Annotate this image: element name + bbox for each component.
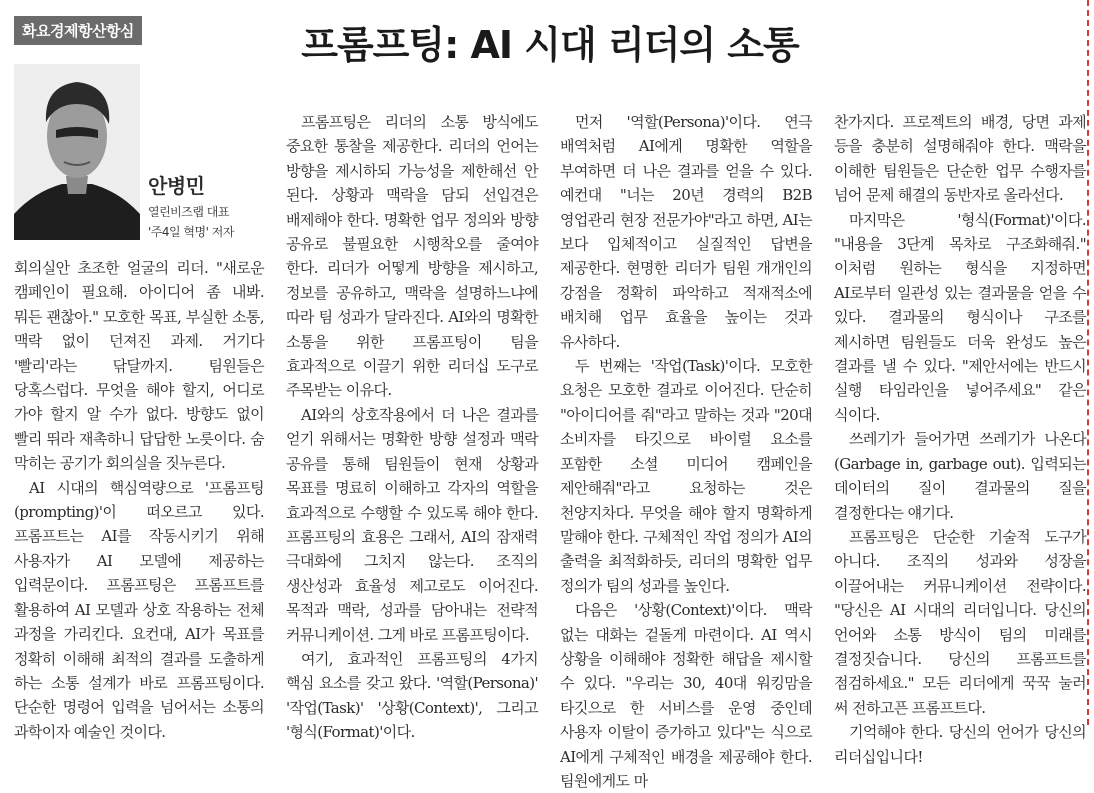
paragraph: 프롬프팅은 단순한 기술적 도구가 아니다. 조직의 성과와 성장을 이끌어내는 커뮤니케이션 전략이다. "당신은 AI 시대의 리더입니다. 당신의 언어와 소통 방식이 팀의 미래를 결정짓습니다. 당신의 프롬프트를 점검하세요." 모든 리더에게 꾹꾹 눌러 써 전하고픈 프롬프트다. [834, 527, 1086, 717]
paragraph: 먼저 '역할(Persona)'이다. 연극 배역처럼 AI에게 명확한 역할을 부여하면 더 나은 결과를 얻을 수 있다. 예컨대 "너는 20년 경력의 B2B 영업관리 현장 전문가야"라고 하면, AI는 보다 입체적이고 실질적인 답변을 제공한다. 현명한 리더가 팀원 개개인의 강점을 정확히 파악하고 적재적소에 배치해 업무 효율을 높이는 것과 유사하다. [560, 113, 812, 351]
paragraph: 마지막은 '형식(Format)'이다. "내용을 3단계 목차로 구조화해줘." 이처럼 원하는 형식을 지정하면 AI로부터 일관성 있는 결과물을 얻을 수 있다. 결과물의 형식이나 구조를 제시하면 팀원들도 더욱 완성도 높은 결과를 낼 수 있다. "제안서에는 반드시 실행 타임라인을 넣어주세요" 같은 식이다. [834, 210, 1086, 424]
column-4 [834, 110, 1086, 769]
paragraph: 쓰레기가 들어가면 쓰레기가 나온다(Garbage in, garbage out). 입력되는 데이터의 질이 결과물의 질을 결정한다는 얘기다. [834, 430, 1086, 522]
column-3 [560, 110, 812, 793]
paragraph: 여기, 효과적인 프롬프팅의 4가지 핵심 요소를 갖고 왔다. '역할(Persona)' '작업(Task)' '상황(Context)', 그리고 '형식(Format)'이다. [286, 649, 538, 742]
paragraph: 다음은 '상황(Context)'이다. 맥락 없는 대화는 겉돌게 마련이다. AI 역시 상황을 이해해야 정확한 해답을 제시할 수 있다. "우리는 30, 40대 워킹맘을 타깃으로 한 서비스를 운영 중인데 사용자 이탈이 증가하고 있다"는 식으로 AI에게 구체적인 배경을 제공해야 한다. 팀원에게도 마 [560, 601, 812, 790]
author-byline [148, 170, 234, 240]
paragraph: 회의실안 초조한 얼굴의 리더. "새로운 캠페인이 필요해. 아이디어 좀 내봐. 뭐든 괜찮아." 모호한 목표, 부실한 소통, 맥락 없이 던져진 과제. 거기다 '빨리'라는 닦달까지. 팀원들은 당혹스럽다. 무엇을 해야 할지, 어디로 가야 할지 알 수가 없다. 방향도 없이 빨리 뛰라 재촉하니 답답한 노릇이다. 숨 막히는 공기가 회의실을 짓누른다. [14, 259, 264, 473]
page-cut-line [1087, 0, 1089, 725]
column-series-tag: 화요경제항산항심 [14, 16, 142, 45]
author-photo [14, 64, 140, 240]
column-2 [286, 110, 538, 745]
author-title: 열린비즈랩 대표 [148, 205, 229, 219]
paragraph: 찬가지다. 프로젝트의 배경, 당면 과제 등을 충분히 설명해줘야 한다. 맥락을 이해한 팀원들은 단순한 업무 수행자를 넘어 문제 해결의 동반자로 올라선다. [834, 113, 1086, 205]
paragraph: 프롬프팅은 리더의 소통 방식에도 중요한 통찰을 제공한다. 리더의 언어는 방향을 제시하되 가능성을 제한해선 안 된다. 상황과 맥락을 담되 선입견은 배제해야 한다. 명확한 업무 정의와 방향 공유로 불필요한 시행착오를 줄여야 한다. 리더가 어떻게 방향을 제시하고, 정보를 공유하고, 맥락을 설명하느냐에 따라 팀 성과가 달라진다. AI와의 명확한 소통을 위한 프롬프팅이 팀을 효과적으로 이끌기 위한 리더십 도구로 주목받는 이유다. [286, 113, 538, 400]
paragraph: AI와의 상호작용에서 더 나은 결과를 얻기 위해서는 명확한 방향 설정과 맥락 공유를 통해 팀원들이 현재 상황과 목표를 명료히 이해하고 각자의 역할을 효과적으로 수행할 수 있도록 해야 한다. 프롬프팅의 효용은 그래서, AI의 잠재력 극대화에 그치지 않는다. 조직의 생산성과 효율성 제고로도 이어진다. 목적과 맥락, 성과를 담아내는 전략적 커뮤니케이션. 그게 바로 프롬프팅이다. [286, 405, 538, 644]
author-name: 안병민 [148, 174, 205, 198]
author-book: '주4일 혁명' 저자 [148, 225, 234, 239]
paragraph: 두 번째는 '작업(Task)'이다. 모호한 요청은 모호한 결과로 이어진다. 단순히 "아이디어를 줘"라고 말하는 것과 "20대 소비자를 타깃으로 바이럴 요소를 포함한 소셜 미디어 캠페인을 제안해줘"라고 요청하는 것은 천양지차다. 무엇을 해야 할지 명확하게 말해야 한다. 구체적인 작업 정의가 AI의 출력을 최적화하듯, 리더의 명확한 업무 정의가 팀의 성과를 높인다. [560, 357, 812, 595]
column-1 [14, 256, 264, 744]
author-portrait-image [14, 64, 140, 240]
paragraph: AI 시대의 핵심역량으로 '프롬프팅(prompting)'이 떠오르고 있다. 프롬프트는 AI를 작동시키기 위해 사용자가 AI 모델에 제공하는 입력문이다. 프롬프팅은 프롬프트를 활용하여 AI 모델과 상호 작용하는 전체 과정을 가리킨다. 요컨대, AI가 목표를 정확히 이해해 최적의 결과를 도출하게 하는 소통 설계가 바로 프롬프팅이다. 단순한 명령어 입력을 넘어서는 소통의 과학이자 예술인 것이다. [14, 478, 264, 741]
paragraph: 기억해야 한다. 당신의 언어가 당신의 리더십입니다! [834, 723, 1086, 766]
article-headline: 프롬프팅: AI 시대 리더의 소통 [301, 23, 799, 67]
